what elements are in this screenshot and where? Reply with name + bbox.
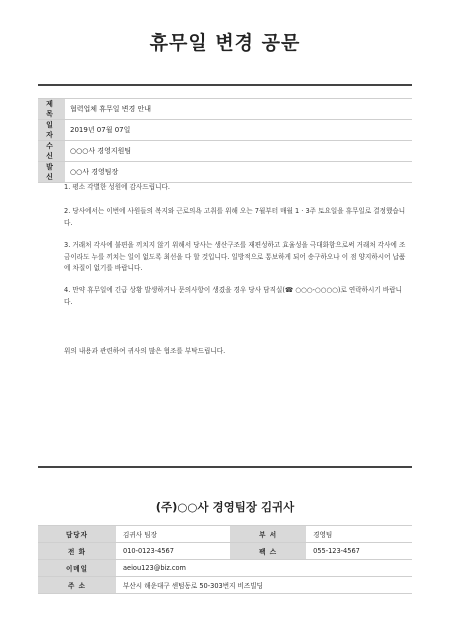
contact-table — [38, 525, 412, 594]
closing-text — [64, 346, 410, 358]
email-label: 이메일 — [38, 560, 116, 577]
fax-value: 055-123-4567 — [306, 543, 412, 560]
header-row-recipient — [38, 141, 412, 162]
email-value: aeiou123@biz.com — [116, 560, 412, 577]
title-divider — [38, 84, 412, 86]
header-table — [38, 98, 412, 183]
contact-row — [38, 543, 412, 560]
manager-label: 담당자 — [38, 526, 116, 543]
date-value: 2019년 07월 07일 — [65, 120, 412, 141]
header-row-date — [38, 120, 412, 141]
body-paragraph-2 — [64, 206, 410, 229]
body-paragraph-1 — [64, 182, 410, 194]
document-title: 휴무일 변경 공문 — [149, 32, 301, 54]
date-label: 일 자 — [38, 120, 65, 141]
recipient-label: 수 신 — [38, 141, 65, 162]
body-paragraph-3 — [64, 240, 410, 275]
header-row-subject — [38, 99, 412, 120]
subject-label: 제 목 — [38, 99, 65, 120]
footer-divider — [38, 466, 412, 468]
sender-value: ○○사 경영팀장 — [65, 162, 412, 183]
paragraph-text: 4. 만약 휴무일에 긴급 상황 발생하거나 문의사항이 생겼을 경우 당사 담직실(☎ ○○○-○○○○)로 연락하시기 바랍니다. — [64, 286, 402, 306]
address-label: 주 소 — [38, 577, 116, 594]
fax-label: 팩 스 — [230, 543, 306, 560]
contact-row — [38, 526, 412, 543]
subject-value: 협력업체 휴무일 변경 안내 — [65, 99, 412, 120]
manager-value: 김귀사 팀장 — [116, 526, 230, 543]
contact-row — [38, 577, 412, 594]
contact-row — [38, 560, 412, 577]
paragraph-text: 1. 평소 각별한 성원에 감사드립니다. — [64, 183, 170, 191]
recipient-value: ○○○사 경영지원팀 — [65, 141, 412, 162]
dept-label: 부 서 — [230, 526, 306, 543]
phone-value: 010-0123-4567 — [116, 543, 230, 560]
paragraph-text: 3. 거래처 각사에 불편을 끼치지 않기 위해서 당사는 생산구조를 재편성하고 효율성을 극대화함으로써 거래처 각사에 조금이라도 누를 끼치는 일이 없도록 최선을 다 할 것입니다. 일방적으로 통보하게 되어 송구하오나 이 점 양지하시어 납품에 차질이 없기를 바랍니다. — [64, 241, 406, 272]
paragraph-text: 2. 당사에서는 이번에 사원들의 복지와 근로의욕 고취를 위해 오는 7월부터 매월 1 · 3주 토요일을 휴무일로 결정했습니다. — [64, 207, 406, 227]
body-paragraph-4 — [64, 285, 410, 308]
signature: (주)○○사 경영팀장 김귀사 — [155, 500, 295, 514]
sender-label: 발 신 — [38, 162, 65, 183]
header-row-sender — [38, 162, 412, 183]
phone-label: 전 화 — [38, 543, 116, 560]
dept-value: 경영팀 — [306, 526, 412, 543]
address-value: 부산시 해운대구 센텀동로 50-303번지 비즈빌딩 — [116, 577, 412, 594]
closing-line: 위의 내용과 관련하여 귀사의 많은 협조를 부탁드립니다. — [64, 347, 226, 355]
